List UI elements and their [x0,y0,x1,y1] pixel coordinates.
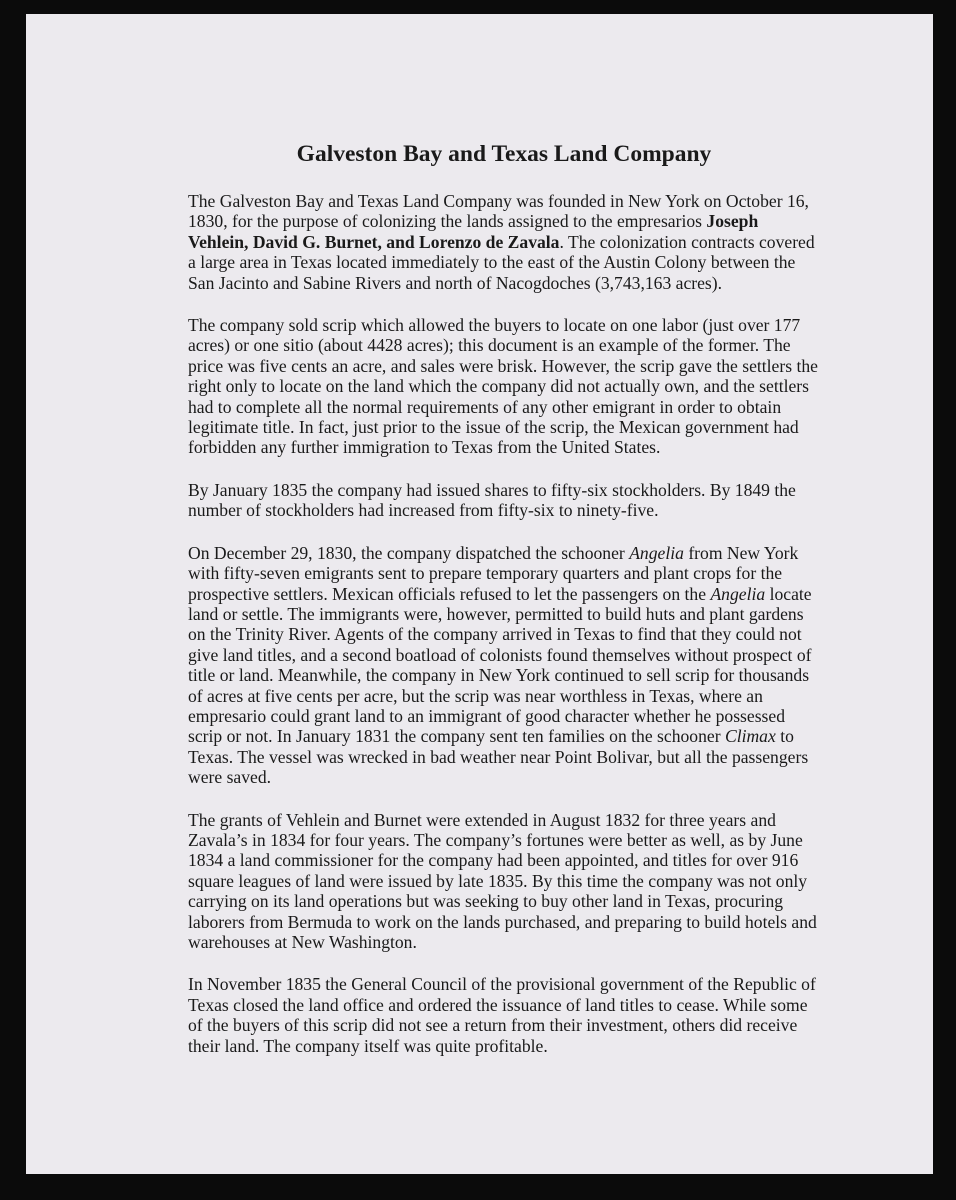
paragraph-text-segment: The company sold scrip which allowed the buyers to locate on one labor (just over 177 acres) or one sitio (about 4428 acres); this document is an example of the former. The price was five cents an acre, and sales were brisk. However, the scrip gave the settlers the right only to locate on the land which the company did not actually own, and the settlers had to complete all the normal requirements of any other emigrant in order to obtain legitimate title. In fact, just prior to the issue of the scrip, the Mexican government had forbidden any further immigration to Texas from the United States. [188,315,818,458]
paragraph-text-segment: Angelia [629,542,684,563]
document-body [188,132,848,1078]
paragraph-1 [188,191,848,293]
paragraph-text-segment: Joseph Vehlein, David G. Burnet, and Lorenzo de Zavala [188,211,759,252]
paragraph-5 [188,810,848,953]
paragraph-3 [188,480,848,521]
paragraph-text-segment: Angelia [710,583,766,604]
paragraph-text-segment: . The colonization contracts covered a large area in Texas located immediately to the east of the Austin Colony between the San Jacinto and Sabine Rivers and north of Nacogdoches (3,743,163 acres). [188,231,815,293]
paragraph-text-segment: from New York with fifty-seven emigrants sent to prepare temporary quarters and plant crops for the prospective settlers. Mexican officials refused to let the passengers on the [188,542,799,604]
paragraph-text-segment: to Texas. The vessel was wrecked in bad weather near Point Bolivar, but all the passengers were saved. [188,726,809,788]
paragraphs-container [188,191,848,1056]
document-page [26,14,933,1174]
document-title: Galveston Bay and Texas Land Company [296,141,712,167]
paragraph-text-segment: By January 1835 the company had issued shares to fifty-six stockholders. By 1849 the number of stockholders had increased from fifty-six to ninety-five. [188,479,796,521]
paragraph-4 [188,543,848,788]
paragraph-6 [188,974,848,1056]
paragraph-text-segment: Climax [724,726,776,747]
paragraph-text-segment: The Galveston Bay and Texas Land Company was founded in New York on October 16, 1830, for the purpose of colonizing the lands assigned to the empresarios [188,191,809,232]
paragraph-2 [188,315,848,458]
paragraph-text-segment: locate land or settle. The immigrants were, however, permitted to build huts and plant gardens on the Trinity River. Agents of the company arrived in Texas to find that they could not give land titles, and a second boatload of colonists found themselves without prospect of title or land. Meanwhile, the company in New York continued to sell scrip for thousands of acres at five cents per acre, but the scrip was near worthless in Texas, where an empresario could grant land to an immigrant of good character whether he possessed scrip or not. In January 1831 the company sent ten families on the schooner [188,583,812,747]
paragraph-text-segment: The grants of Vehlein and Burnet were extended in August 1832 for three years and Zavala’s in 1834 for four years. The company’s fortunes were better as well, as by June 1834 a land commissioner for the company had been appointed, and titles for over 916 square leagues of land were issued by late 1835. By this time the company was not only carrying on its land operations but was seeking to buy other land in Texas, procuring laborers from Bermuda to work on the lands purchased, and preparing to build hotels and warehouses at New Washington. [188,809,817,952]
paragraph-text-segment: On December 29, 1830, the company dispatched the schooner [188,542,630,563]
paragraph-text-segment: In November 1835 the General Council of the provisional government of the Republic of Texas closed the land office and ordered the issuance of land titles to cease. While some of the buyers of this scrip did not see a return from their investment, others did receive their land. The company itself was quite profitable. [188,974,816,1056]
